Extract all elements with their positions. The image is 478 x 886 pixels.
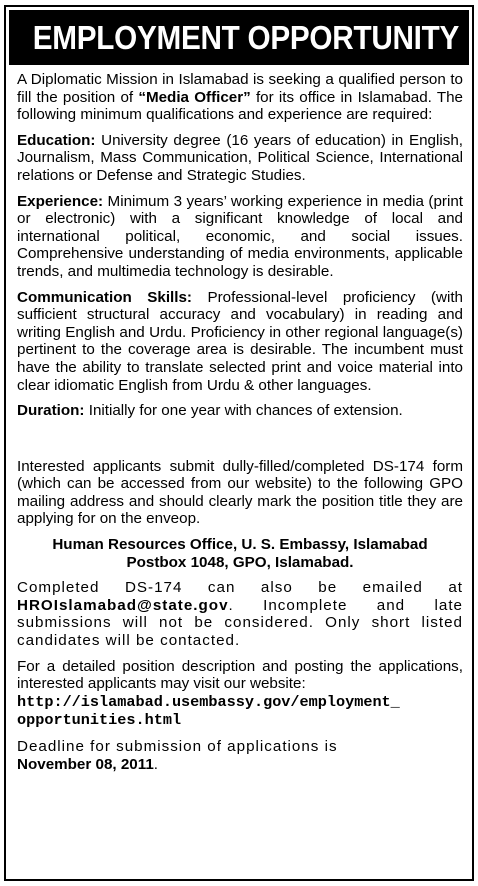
intro-paragraph — [17, 71, 463, 124]
website-text: For a detailed position description and posting the applications, interested applicants may visit our website: — [17, 657, 463, 693]
education-text: University degree (16 years of education) in English, Journalism, Mass Communication, Political Science, International relations or Defense and Strategic Studies. — [17, 131, 463, 184]
title-banner — [9, 10, 469, 65]
communication-text: Professional-level proficiency (with sufficient structural accuracy and vocabulary) in reading and writing English and Urdu. Proficiency in other regional language(s) pertinent to the coverage area is desirable. The incumbent must have the ability to translate selected print and voice material into clear idiomatic English from Urdu & other languages. — [17, 288, 463, 394]
email-text-start: Completed DS-174 can also be emailed at — [17, 579, 463, 597]
duration-heading: Duration: — [17, 402, 85, 420]
duration-text: Initially for one year with chances of extension. — [84, 402, 403, 420]
ad-body — [17, 71, 463, 773]
website-url-line-2[interactable]: opportunities.html — [17, 711, 182, 730]
employment-advertisement — [4, 5, 474, 881]
education-heading: Education: — [17, 131, 96, 149]
experience-text: Minimum 3 years’ working experience in media (print or electronic) with a significant knowledge of local and international political, economic, and social issues. Comprehensive understanding of media environments, applicable trends, and multimedia technology is desirable. — [17, 192, 463, 280]
application-paragraph: Interested applicants submit dully-filled/completed DS-174 form (which can be accessed from our website) to the following GPO mailing address and should clearly mark the position title they are applying for on the enveop. — [17, 457, 463, 528]
experience-paragraph — [17, 193, 463, 281]
address-line-1: Human Resources Office, U. S. Embassy, Islamabad — [52, 536, 428, 554]
communication-heading: Communication Skills: — [17, 288, 192, 306]
email-paragraph — [17, 579, 463, 649]
ad-title: EMPLOYMENT OPPORTUNITY — [32, 19, 460, 56]
deadline-date-line — [17, 756, 463, 774]
education-paragraph — [17, 132, 463, 185]
email-text-end: . Incomplete and late submissions will not be considered. Only short listed candidates will be contacted. — [17, 596, 463, 650]
intro-text-start: A Diplomatic Mission in Islamabad is seeking a qualified person to fill the position of — [17, 71, 463, 106]
duration-paragraph — [17, 402, 463, 420]
address-line-2: Postbox 1048, GPO, Islamabad. — [126, 553, 354, 571]
intro-text-end: for its office in Islamabad. The following minimum qualifications and experience are required: — [17, 88, 463, 124]
email-address: HROIslamabad@state.gov — [17, 596, 229, 614]
deadline-paragraph — [17, 738, 463, 756]
deadline-period: . — [153, 755, 159, 773]
experience-heading: Experience: — [17, 192, 104, 210]
deadline-date: November 08, 2011 — [17, 755, 154, 773]
deadline-text: Deadline for submission of applications is — [17, 738, 338, 755]
communication-paragraph — [17, 289, 463, 395]
website-url[interactable] — [17, 693, 463, 730]
position-title: “Media Officer” — [138, 88, 251, 106]
website-paragraph — [17, 658, 463, 693]
website-url-line-1[interactable]: http://islamabad.usembassy.gov/employment_ — [17, 692, 400, 711]
